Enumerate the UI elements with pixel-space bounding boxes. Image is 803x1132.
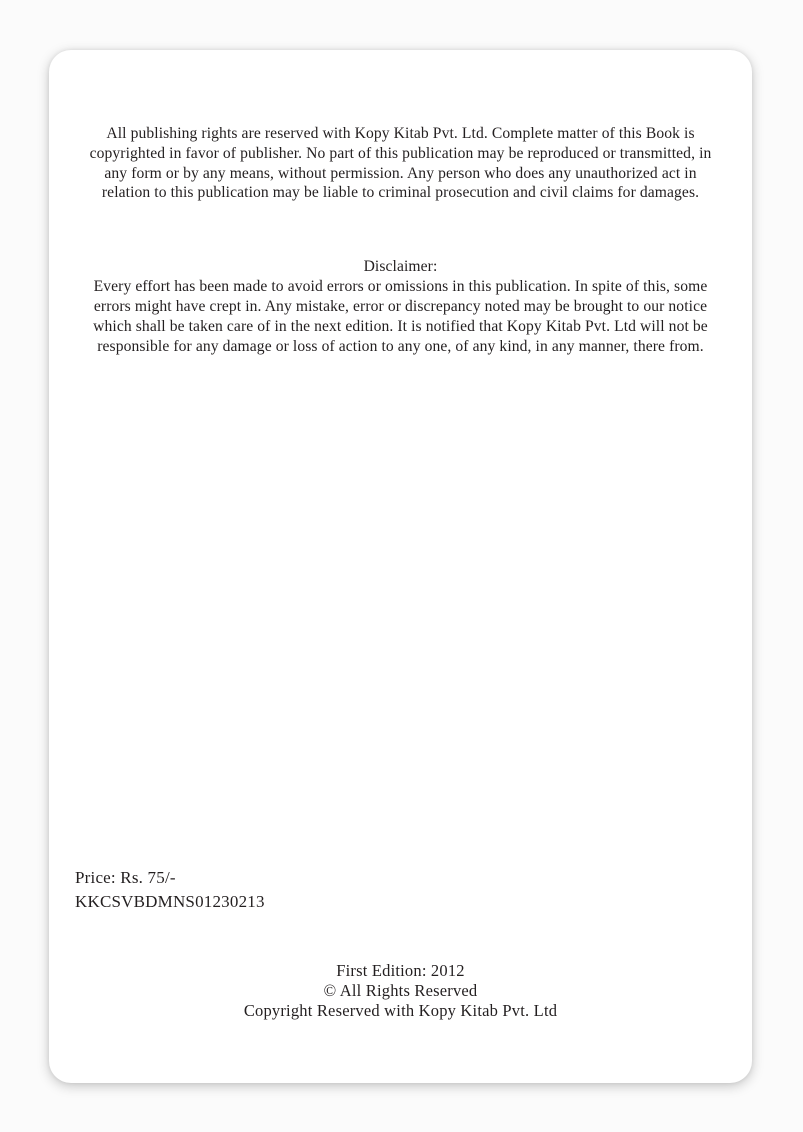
- copyright-line: Copyright Reserved with Kopy Kitab Pvt. Ltd: [243, 1000, 558, 1020]
- price-block: [75, 866, 265, 913]
- edition-block: [49, 961, 752, 1020]
- disclaimer-heading: Disclaimer:: [363, 258, 438, 275]
- all-rights-reserved-line: © All Rights Reserved: [323, 980, 478, 1000]
- disclaimer-body: Every effort has been made to avoid errors or omissions in this publication. In spite of this, some errors might have crept in. Any mistake, error or discrepancy noted may be brought to our notice which shall be taken care of in the next edition. It is notified that Kopy Kitab Pvt. Ltd will not be responsible for any damage or loss of action to any one, of any kind, in any manner, there from.: [93, 277, 708, 355]
- disclaimer-section: [80, 257, 721, 357]
- price-line: Price: Rs. 75/-: [75, 868, 176, 887]
- book-code-line: KKCSVBDMNS01230213: [75, 891, 265, 911]
- book-copyright-page: [49, 50, 752, 1083]
- publishing-rights-paragraph: All publishing rights are reserved with Kopy Kitab Pvt. Ltd. Complete matter of this Book is copyrighted in favor of publisher. No part of this publication may be reproduced or transmitted, in any form or by any means, without permission. Any person who does any unauthorized act in relation to this publication may be liable to criminal prosecution and civil claims for damages.: [89, 125, 712, 202]
- edition-line: First Edition: 2012: [336, 961, 465, 980]
